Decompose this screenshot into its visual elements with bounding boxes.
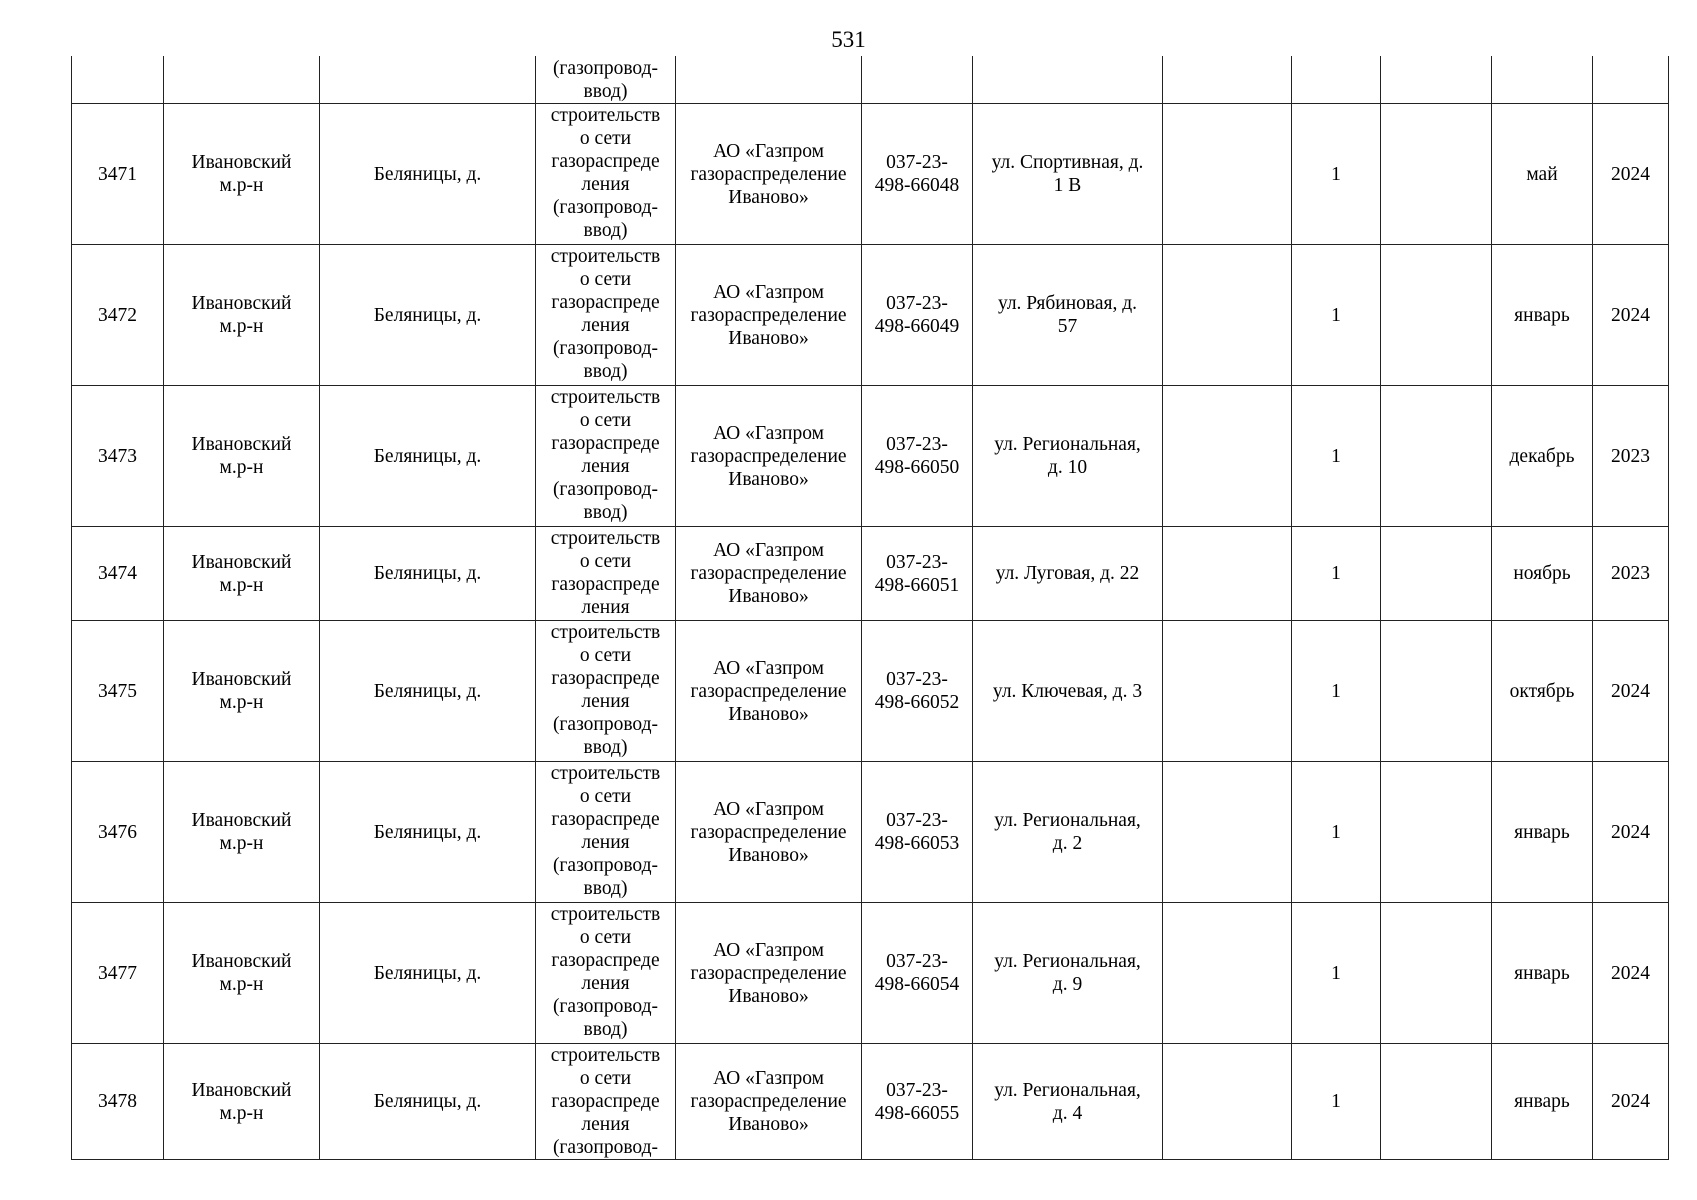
cell-org: [676, 386, 862, 527]
cell-address: [973, 527, 1163, 621]
org-line: газораспределение: [690, 445, 847, 467]
cell-locality: Беляницы, д.: [320, 386, 536, 527]
cell-org: [676, 104, 862, 245]
org-line: Иваново»: [728, 468, 809, 490]
org-line: АО «Газпром: [713, 140, 824, 162]
cell-year: 2024: [1593, 1044, 1669, 1160]
cell-month: январь: [1492, 1044, 1593, 1160]
address-line: д. 4: [1052, 1102, 1083, 1124]
cell-no: 3474: [72, 527, 164, 621]
work-line: строительств: [550, 1045, 661, 1066]
org-line: газораспределение: [690, 163, 847, 185]
org-line: газораспределение: [690, 680, 847, 702]
org-line: АО «Газпром: [713, 798, 824, 820]
district-line: Ивановский: [191, 810, 292, 831]
address-line: ул. Региональная,: [994, 810, 1141, 831]
cell-address: [973, 762, 1163, 903]
work-line: (газопровод-: [552, 58, 659, 79]
table-row: [72, 1044, 1669, 1160]
code-line: 498-66054: [874, 974, 960, 995]
cell-month: май: [1492, 104, 1593, 245]
code-line: 498-66049: [874, 316, 960, 337]
org-line: Иваново»: [728, 985, 809, 1007]
org-line: АО «Газпром: [713, 540, 824, 561]
cell-no: 3475: [72, 621, 164, 762]
code-line: 498-66053: [874, 833, 960, 854]
cell-locality: Беляницы, д.: [320, 245, 536, 386]
cell-col8: [1163, 527, 1292, 621]
cell-col10: [1381, 56, 1492, 104]
district-line: м.р-н: [219, 692, 264, 713]
work-line: ввод): [583, 220, 628, 241]
work-line: ввод): [583, 737, 628, 758]
cell-month: январь: [1492, 903, 1593, 1044]
cell-code: [862, 527, 973, 621]
cell-address: [973, 1044, 1163, 1160]
cell-no: 3471: [72, 104, 164, 245]
cell-code: [862, 1044, 973, 1160]
cell-col9: 1: [1292, 245, 1381, 386]
work-line: газораспреде: [551, 433, 660, 454]
cell-no: 3473: [72, 386, 164, 527]
work-line: о сети: [579, 269, 632, 290]
address-line: ул. Региональная,: [994, 434, 1141, 455]
cell-locality: Беляницы, д.: [320, 104, 536, 245]
work-line: о сети: [579, 128, 632, 149]
cell-work: [536, 621, 676, 762]
work-line: ления: [581, 597, 630, 618]
org-line: АО «Газпром: [713, 422, 824, 444]
cell-org: [676, 1044, 862, 1160]
cell-work: [536, 104, 676, 245]
cell-org: [676, 903, 862, 1044]
cell-col8: [1163, 762, 1292, 903]
cell-org: [676, 527, 862, 621]
org-line: Иваново»: [728, 327, 809, 349]
cell-locality: [320, 56, 536, 104]
address-line: ул. Региональная,: [994, 1079, 1141, 1101]
district-line: м.р-н: [219, 175, 264, 196]
org-line: газораспределение: [690, 1091, 847, 1112]
district-line: Ивановский: [191, 152, 292, 173]
cell-col9: 1: [1292, 527, 1381, 621]
work-line: ления: [581, 315, 630, 336]
work-line: (газопровод-: [552, 197, 659, 218]
org-line: газораспределение: [690, 962, 847, 984]
work-line: газораспреде: [551, 809, 660, 830]
district-line: Ивановский: [191, 434, 292, 455]
cell-col8: [1163, 104, 1292, 245]
work-line: строительств: [550, 904, 661, 925]
code-line: 037-23-: [886, 293, 948, 314]
cell-address: [973, 245, 1163, 386]
work-line: ввод): [583, 1019, 628, 1040]
org-line: АО «Газпром: [713, 939, 824, 961]
org-line: Иваново»: [728, 703, 809, 725]
cell-month: [1492, 56, 1593, 104]
work-line: о сети: [579, 645, 632, 666]
work-line: строительств: [550, 387, 661, 408]
cell-col9: [1292, 56, 1381, 104]
cell-work: [536, 56, 676, 104]
work-line: ления: [581, 832, 630, 853]
cell-code: [862, 386, 973, 527]
work-line: ления: [581, 973, 630, 994]
registry-table: [71, 56, 1669, 1160]
cell-district: [164, 245, 320, 386]
work-line: строительств: [550, 105, 661, 126]
work-line: ввод): [583, 878, 628, 899]
code-line: 037-23-: [886, 434, 948, 455]
district-line: м.р-н: [219, 974, 264, 995]
cell-col10: [1381, 621, 1492, 762]
cell-col9: 1: [1292, 104, 1381, 245]
cell-code: [862, 903, 973, 1044]
cell-code: [862, 245, 973, 386]
work-line: о сети: [579, 1068, 632, 1089]
work-line: о сети: [579, 786, 632, 807]
code-line: 498-66048: [874, 175, 960, 196]
work-line: строительств: [550, 622, 661, 643]
code-line: 037-23-: [886, 669, 948, 690]
cell-col9: 1: [1292, 1044, 1381, 1160]
work-line: газораспреде: [551, 574, 660, 595]
org-line: АО «Газпром: [713, 281, 824, 303]
org-line: газораспределение: [690, 304, 847, 326]
cell-district: [164, 621, 320, 762]
cell-district: [164, 1044, 320, 1160]
cell-org: [676, 621, 862, 762]
cell-month: январь: [1492, 762, 1593, 903]
cell-year: 2024: [1593, 621, 1669, 762]
cell-work: [536, 386, 676, 527]
address-line: ул. Спортивная, д.: [991, 152, 1144, 173]
work-line: ввод): [583, 81, 628, 102]
org-line: газораспределение: [690, 563, 847, 584]
district-line: Ивановский: [191, 551, 292, 573]
cell-col9: 1: [1292, 762, 1381, 903]
cell-code: [862, 104, 973, 245]
work-line: ления: [581, 691, 630, 712]
cell-locality: Беляницы, д.: [320, 1044, 536, 1160]
code-line: 498-66055: [874, 1102, 960, 1124]
org-line: Иваново»: [728, 186, 809, 208]
cell-district: [164, 56, 320, 104]
code-line: 037-23-: [886, 551, 948, 573]
org-line: АО «Газпром: [713, 657, 824, 679]
table-row: [72, 903, 1669, 1044]
work-line: (газопровод-: [552, 338, 659, 359]
district-line: м.р-н: [219, 457, 264, 478]
cell-work: [536, 527, 676, 621]
org-line: газораспределение: [690, 821, 847, 843]
work-line: газораспреде: [551, 668, 660, 689]
work-line: (газопровод-: [552, 714, 659, 735]
cell-org: [676, 245, 862, 386]
cell-address: [973, 386, 1163, 527]
cell-year: 2024: [1593, 245, 1669, 386]
cell-col8: [1163, 56, 1292, 104]
table-row: [72, 762, 1669, 903]
cell-col10: [1381, 527, 1492, 621]
address-line: 1 В: [1053, 175, 1082, 196]
work-line: ления: [581, 456, 630, 477]
cell-year: 2024: [1593, 762, 1669, 903]
cell-no: 3478: [72, 1044, 164, 1160]
cell-address: [973, 621, 1163, 762]
cell-col10: [1381, 762, 1492, 903]
district-line: Ивановский: [191, 1079, 292, 1101]
cell-month: январь: [1492, 245, 1593, 386]
work-line: газораспреде: [551, 1091, 660, 1112]
table-body: [72, 56, 1669, 1160]
cell-col9: 1: [1292, 621, 1381, 762]
table-row: [72, 621, 1669, 762]
address-line: д. 2: [1052, 833, 1083, 854]
code-line: 037-23-: [886, 152, 948, 173]
cell-work: [536, 903, 676, 1044]
cell-no: [72, 56, 164, 104]
org-line: АО «Газпром: [713, 1068, 824, 1089]
cell-address: [973, 56, 1163, 104]
work-line: о сети: [579, 927, 632, 948]
code-line: 037-23-: [886, 1079, 948, 1101]
cell-code: [862, 621, 973, 762]
work-line: (газопровод-: [552, 1137, 659, 1158]
cell-code: [862, 762, 973, 903]
address-line: д. 10: [1047, 457, 1088, 478]
work-line: ввод): [583, 502, 628, 523]
table-row: [72, 527, 1669, 621]
work-line: ления: [581, 1114, 630, 1135]
cell-month: ноябрь: [1492, 527, 1593, 621]
cell-no: 3477: [72, 903, 164, 1044]
work-line: строительств: [550, 528, 661, 549]
cell-col8: [1163, 386, 1292, 527]
work-line: о сети: [579, 410, 632, 431]
code-line: 498-66050: [874, 457, 960, 478]
cell-address: [973, 104, 1163, 245]
code-line: 037-23-: [886, 951, 948, 972]
cell-col10: [1381, 386, 1492, 527]
org-line: Иваново»: [728, 1114, 809, 1135]
work-line: (газопровод-: [552, 996, 659, 1017]
code-line: 498-66052: [874, 692, 960, 713]
continued-row: [72, 56, 1669, 104]
address-line: ул. Региональная,: [994, 951, 1141, 972]
cell-locality: Беляницы, д.: [320, 762, 536, 903]
cell-col10: [1381, 1044, 1492, 1160]
cell-col10: [1381, 903, 1492, 1044]
work-line: строительств: [550, 763, 661, 784]
cell-year: 2023: [1593, 386, 1669, 527]
district-line: Ивановский: [191, 293, 292, 314]
work-line: ввод): [583, 361, 628, 382]
code-line: 037-23-: [886, 810, 948, 831]
cell-col10: [1381, 104, 1492, 245]
address-line: 57: [1057, 316, 1078, 337]
cell-work: [536, 762, 676, 903]
work-line: газораспреде: [551, 950, 660, 971]
cell-code: [862, 56, 973, 104]
work-line: газораспреде: [551, 151, 660, 172]
work-line: газораспреде: [551, 292, 660, 313]
cell-year: [1593, 56, 1669, 104]
code-line: 498-66051: [874, 574, 960, 596]
address-line: ул. Рябиновая, д.: [997, 293, 1138, 314]
page-number: 531: [831, 27, 866, 52]
cell-locality: Беляницы, д.: [320, 527, 536, 621]
cell-address: [973, 903, 1163, 1044]
cell-month: декабрь: [1492, 386, 1593, 527]
cell-col8: [1163, 1044, 1292, 1160]
cell-col10: [1381, 245, 1492, 386]
cell-locality: Беляницы, д.: [320, 903, 536, 1044]
cell-org: [676, 762, 862, 903]
cell-district: [164, 762, 320, 903]
table-row: [72, 104, 1669, 245]
cell-year: 2024: [1593, 104, 1669, 245]
address-line: ул. Луговая, д. 22: [995, 563, 1140, 584]
cell-col8: [1163, 903, 1292, 1044]
cell-col9: 1: [1292, 386, 1381, 527]
cell-col9: 1: [1292, 903, 1381, 1044]
cell-org: [676, 56, 862, 104]
org-line: Иваново»: [728, 844, 809, 866]
cell-month: октябрь: [1492, 621, 1593, 762]
district-line: м.р-н: [219, 574, 264, 596]
cell-district: [164, 104, 320, 245]
work-line: ления: [581, 174, 630, 195]
cell-locality: Беляницы, д.: [320, 621, 536, 762]
table-row: [72, 386, 1669, 527]
cell-no: 3472: [72, 245, 164, 386]
work-line: строительств: [550, 246, 661, 267]
cell-col8: [1163, 621, 1292, 762]
cell-no: 3476: [72, 762, 164, 903]
cell-work: [536, 245, 676, 386]
cell-year: 2024: [1593, 903, 1669, 1044]
cell-col8: [1163, 245, 1292, 386]
address-line: д. 9: [1052, 974, 1083, 995]
cell-district: [164, 903, 320, 1044]
cell-district: [164, 386, 320, 527]
district-line: Ивановский: [191, 951, 292, 972]
cell-work: [536, 1044, 676, 1160]
address-line: ул. Ключевая, д. 3: [992, 680, 1143, 702]
district-line: Ивановский: [191, 669, 292, 690]
work-line: о сети: [579, 551, 632, 572]
work-line: (газопровод-: [552, 479, 659, 500]
cell-year: 2023: [1593, 527, 1669, 621]
cell-district: [164, 527, 320, 621]
district-line: м.р-н: [219, 1102, 264, 1124]
table-row: [72, 245, 1669, 386]
district-line: м.р-н: [219, 833, 264, 854]
work-line: (газопровод-: [552, 855, 659, 876]
org-line: Иваново»: [728, 586, 809, 607]
district-line: м.р-н: [219, 316, 264, 337]
